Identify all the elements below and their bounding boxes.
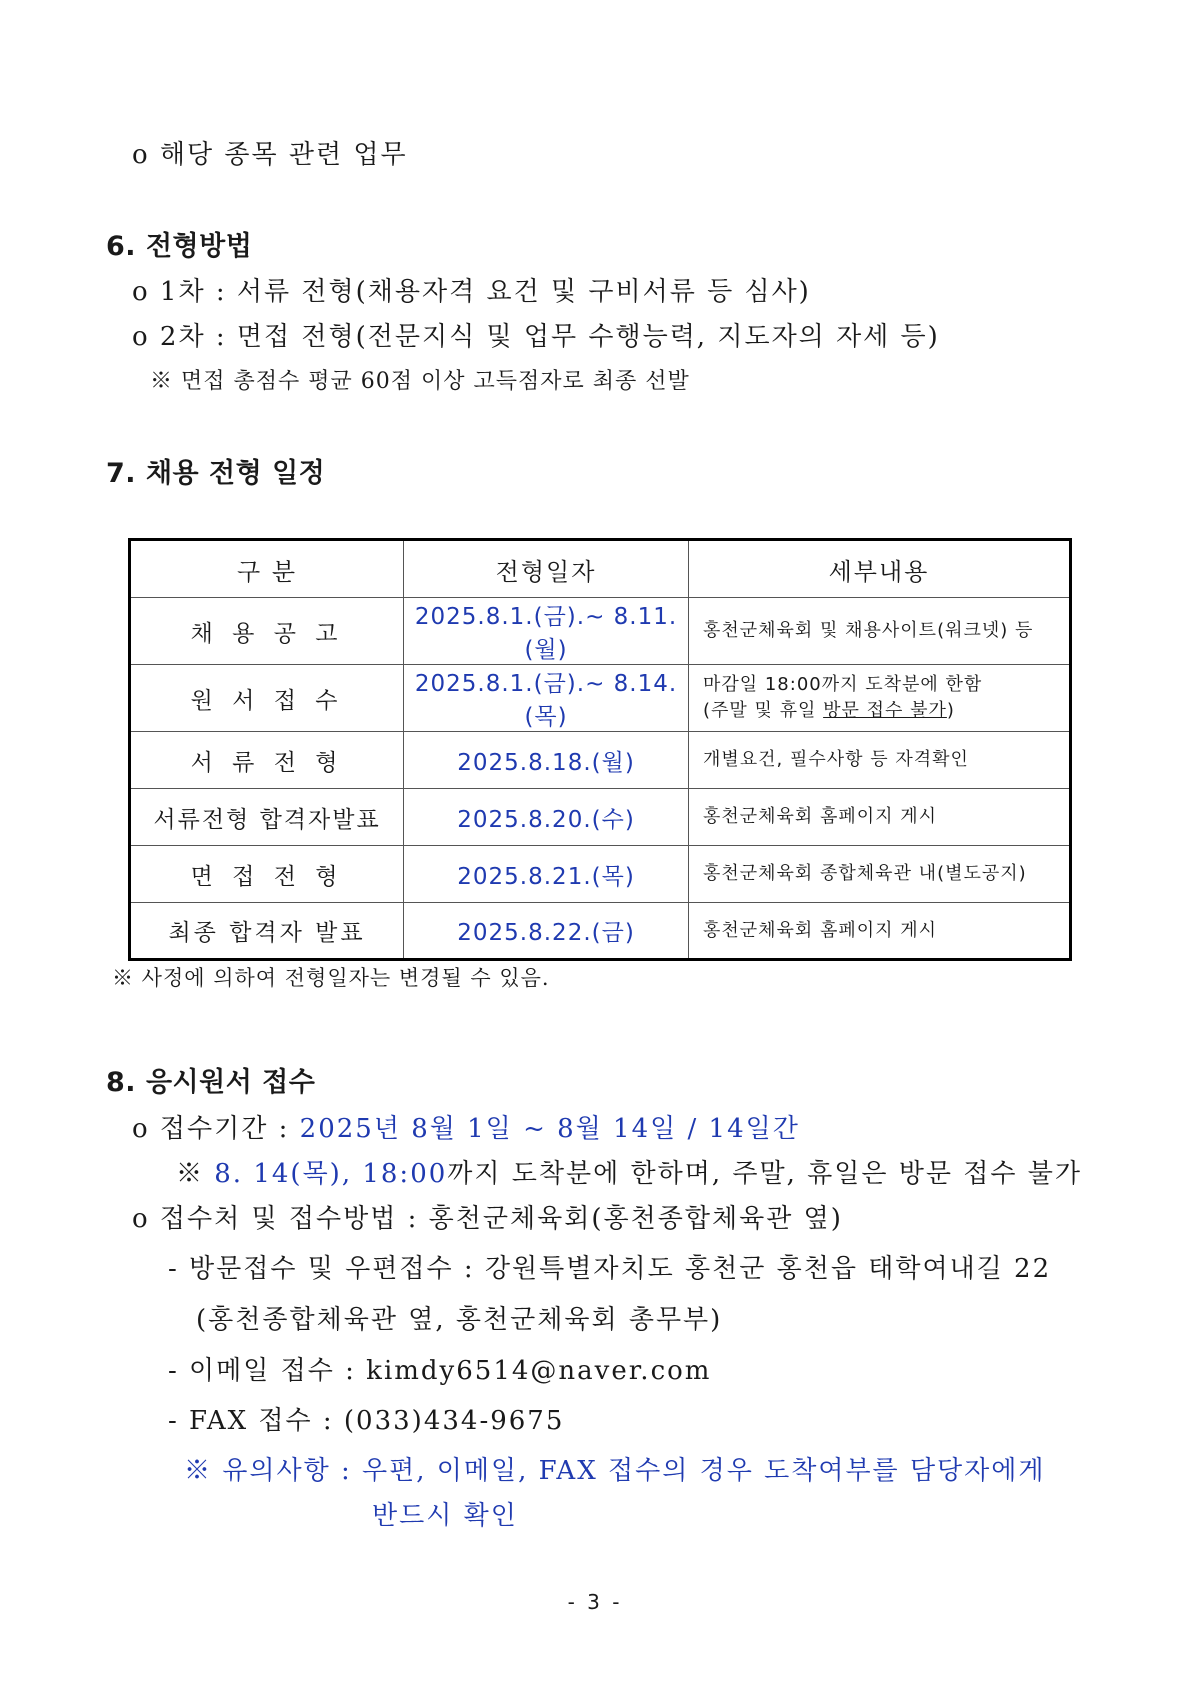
- section7-note: ※ 사정에 의하여 전형일자는 변경될 수 있음.: [112, 966, 550, 990]
- fax-receipt: - FAX 접수 : (033)434-9675: [168, 1406, 565, 1436]
- table-row: [130, 789, 1071, 846]
- date-cell: 2025.8.1.(금).~ 8.11.(월): [404, 598, 689, 665]
- date-cell: 2025.8.22.(금): [404, 903, 689, 960]
- column-header-detail: 세부내용: [688, 540, 1070, 598]
- stage-cell: 최종 합격자 발표: [130, 903, 404, 960]
- table-row: [130, 665, 1071, 732]
- receipt-place: o 접수처 및 접수방법 : 홍천군체육회(홍천종합체육관 옆): [132, 1204, 843, 1234]
- detail-cell: 홍천군체육회 홈페이지 게시: [688, 789, 1070, 846]
- intro-bullet: o 해당 종목 관련 업무: [132, 140, 408, 170]
- stage-cell: 면 접 전 형: [130, 846, 404, 903]
- deadline-rest: 까지 도착분에 한하며, 주말, 휴일은 방문 접수 불가: [447, 1159, 1082, 1189]
- date-cell: 2025.8.20.(수): [404, 789, 689, 846]
- section6-note: ※ 면접 총점수 평균 60점 이상 고득점자로 최종 선발: [150, 369, 690, 394]
- table-row: [130, 846, 1071, 903]
- detail-cell: 개별요건, 필수사항 등 자격확인: [688, 732, 1070, 789]
- stage-cell: 서류전형 합격자발표: [130, 789, 404, 846]
- column-header-date: 전형일자: [404, 540, 689, 598]
- stage-cell: 서 류 전 형: [130, 732, 404, 789]
- section6-item-2: o 2차 : 면접 전형(전문지식 및 업무 수행능력, 지도자의 자세 등): [132, 322, 940, 352]
- email-receipt: - 이메일 접수 : kimdy6514@naver.com: [168, 1356, 712, 1386]
- date-cell: 2025.8.21.(목): [404, 846, 689, 903]
- schedule-table: [128, 538, 1072, 961]
- column-header-stage: 구 분: [130, 540, 404, 598]
- table-header-row: [130, 540, 1071, 598]
- detail-underlined: 방문 접수 불가: [823, 700, 947, 721]
- table-row: [130, 598, 1071, 665]
- deadline-mark: ※: [176, 1159, 215, 1189]
- visit-mail-receipt: - 방문접수 및 우편접수 : 강원특별자치도 홍천군 홍천읍 태학여내길 22: [168, 1254, 1052, 1284]
- deadline-value: 8. 14(목), 18:00: [214, 1159, 448, 1189]
- caution-line-2: 반드시 확인: [372, 1501, 518, 1531]
- page-number: - 3 -: [567, 1590, 623, 1614]
- detail-cell: 홍천군체육회 홈페이지 게시: [688, 903, 1070, 960]
- receipt-period-label: o 접수기간 :: [132, 1114, 300, 1144]
- section6-heading: 6. 전형방법: [106, 231, 253, 262]
- section8-heading: 8. 응시원서 접수: [106, 1067, 316, 1098]
- table-row: [130, 732, 1071, 789]
- section6-item-1: o 1차 : 서류 전형(채용자격 요건 및 구비서류 등 심사): [132, 277, 811, 307]
- table-row: [130, 903, 1071, 960]
- receipt-period: [132, 1108, 800, 1145]
- detail-prefix: (주말 및 휴일: [702, 700, 824, 721]
- section7-heading: 7. 채용 전형 일정: [106, 458, 326, 489]
- receipt-period-value: 2025년 8월 1일 ~ 8월 14일 / 14일간: [299, 1114, 800, 1144]
- detail-line-2: [703, 698, 1069, 724]
- detail-cell: [688, 665, 1070, 732]
- visit-mail-address-sub: (홍천종합체육관 옆, 홍천군체육회 총무부): [196, 1305, 723, 1335]
- detail-cell: 홍천군체육회 및 채용사이트(워크넷) 등: [688, 598, 1070, 665]
- detail-cell: 홍천군체육회 종합체육관 내(별도공지): [688, 846, 1070, 903]
- detail-suffix: ): [946, 700, 955, 721]
- stage-cell: 원 서 접 수: [130, 665, 404, 732]
- date-cell: 2025.8.1.(금).~ 8.14.(목): [404, 665, 689, 732]
- deadline-note: [176, 1153, 1082, 1190]
- caution-line-1: ※ 유의사항 : 우편, 이메일, FAX 접수의 경우 도착여부를 담당자에게: [184, 1456, 1046, 1486]
- date-cell: 2025.8.18.(월): [404, 732, 689, 789]
- stage-cell: 채 용 공 고: [130, 598, 404, 665]
- detail-line-1: 마감일 18:00까지 도착분에 한함: [702, 674, 983, 695]
